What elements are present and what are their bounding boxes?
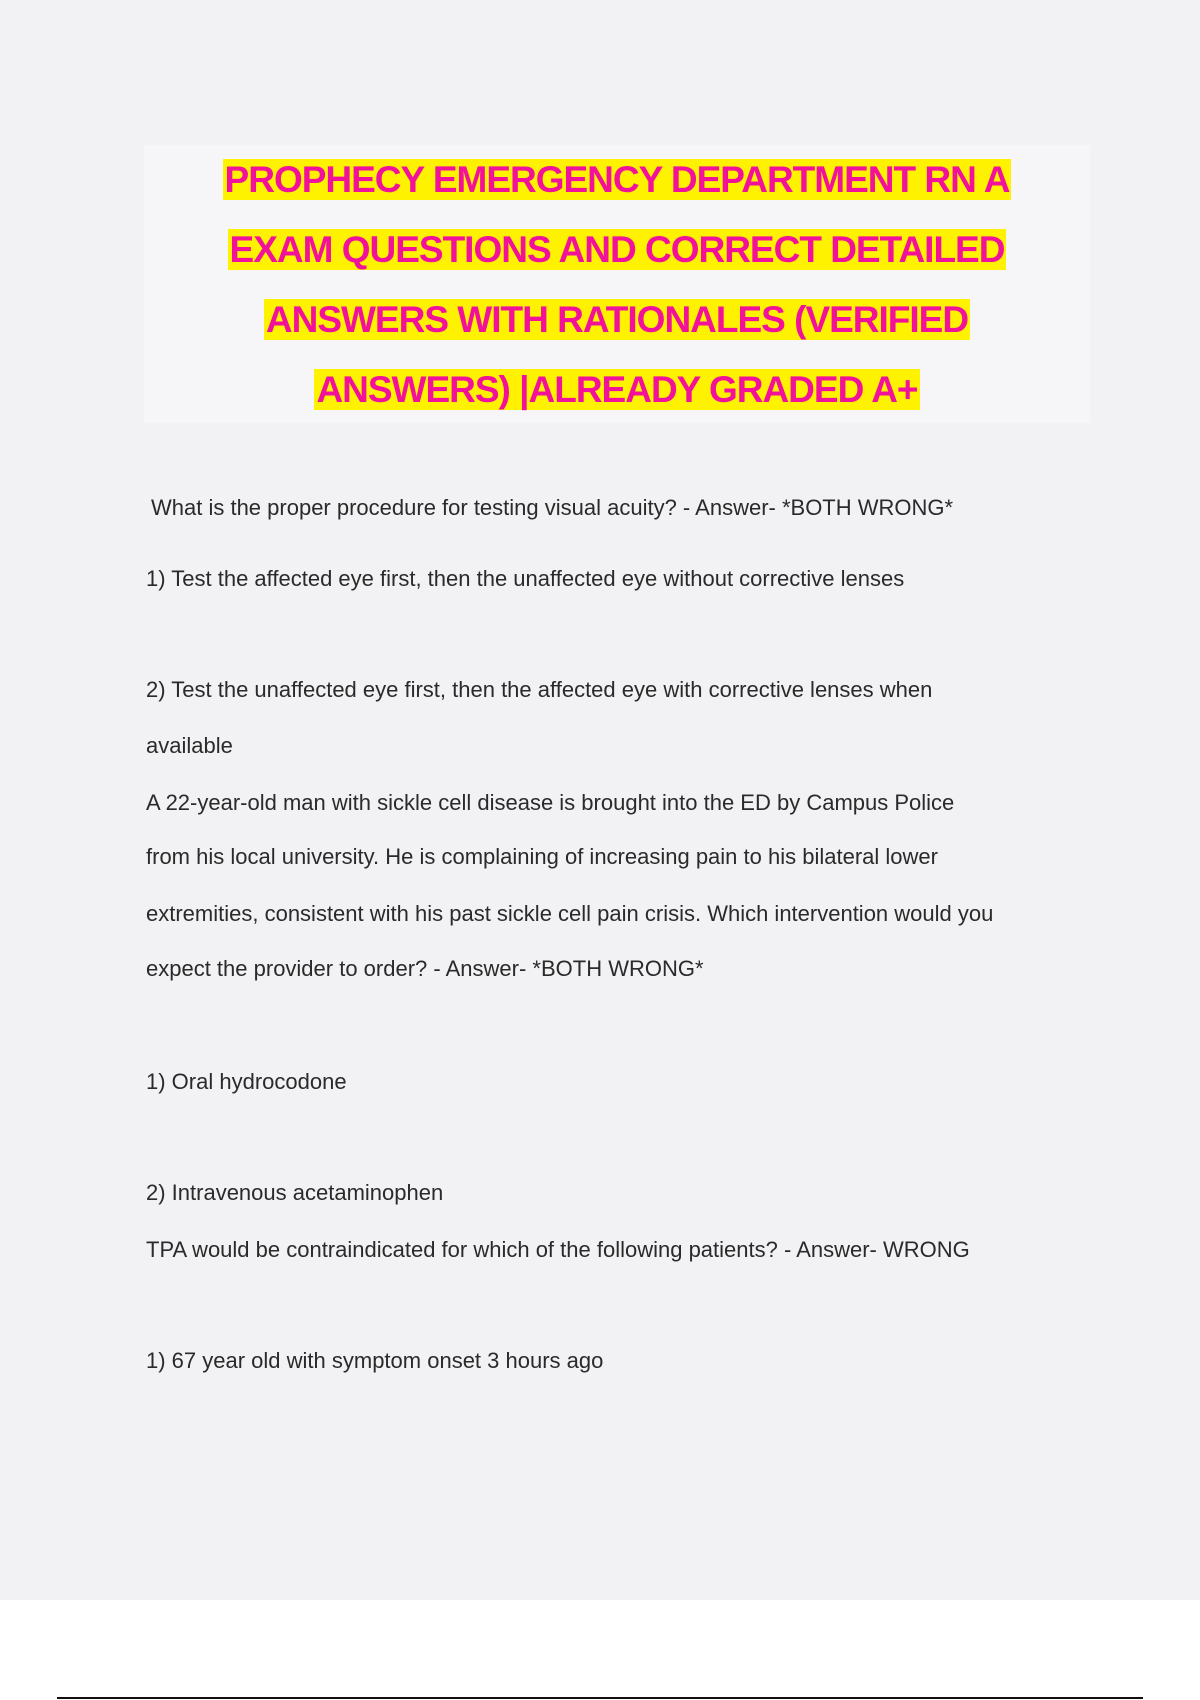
answer-option-2: 2) Intravenous acetaminophen <box>146 1180 444 1205</box>
title-line-2: EXAM QUESTIONS AND CORRECT DETAILED <box>229 229 1005 270</box>
question-visual-acuity: What is the proper procedure for testing visual acuity? - Answer- *BOTH WRONG* <box>151 495 954 520</box>
question-sickle-cell-line-2: from his local university. He is complaining of increasing pain to his bilateral lower <box>146 844 938 869</box>
answer-option-2-continued: available <box>146 733 233 758</box>
question-sickle-cell-line-1: A 22-year-old man with sickle cell disease is brought into the ED by Campus Police <box>146 790 955 815</box>
answer-option-1: 1) Oral hydrocodone <box>146 1069 347 1094</box>
title-line-4: ANSWERS) |ALREADY GRADED A+ <box>316 369 918 410</box>
answer-option-2: 2) Test the unaffected eye first, then the affected eye with corrective lenses when <box>146 677 933 702</box>
footer-divider <box>57 1697 1143 1699</box>
question-sickle-cell-line-4: expect the provider to order? - Answer- *BOTH WRONG* <box>146 956 704 981</box>
title-line-3: ANSWERS WITH RATIONALES (VERIFIED <box>265 299 969 340</box>
document-title <box>144 145 1090 425</box>
title-line-1: PROPHECY EMERGENCY DEPARTMENT RN A <box>224 159 1010 200</box>
question-tpa: TPA would be contraindicated for which of the following patients? - Answer- WRONG <box>146 1237 970 1262</box>
answer-option-1: 1) 67 year old with symptom onset 3 hours ago <box>146 1348 604 1373</box>
answer-option-1: 1) Test the affected eye first, then the unaffected eye without corrective lenses <box>146 566 905 591</box>
question-sickle-cell-line-3: extremities, consistent with his past sickle cell pain crisis. Which intervention would you <box>146 901 994 926</box>
